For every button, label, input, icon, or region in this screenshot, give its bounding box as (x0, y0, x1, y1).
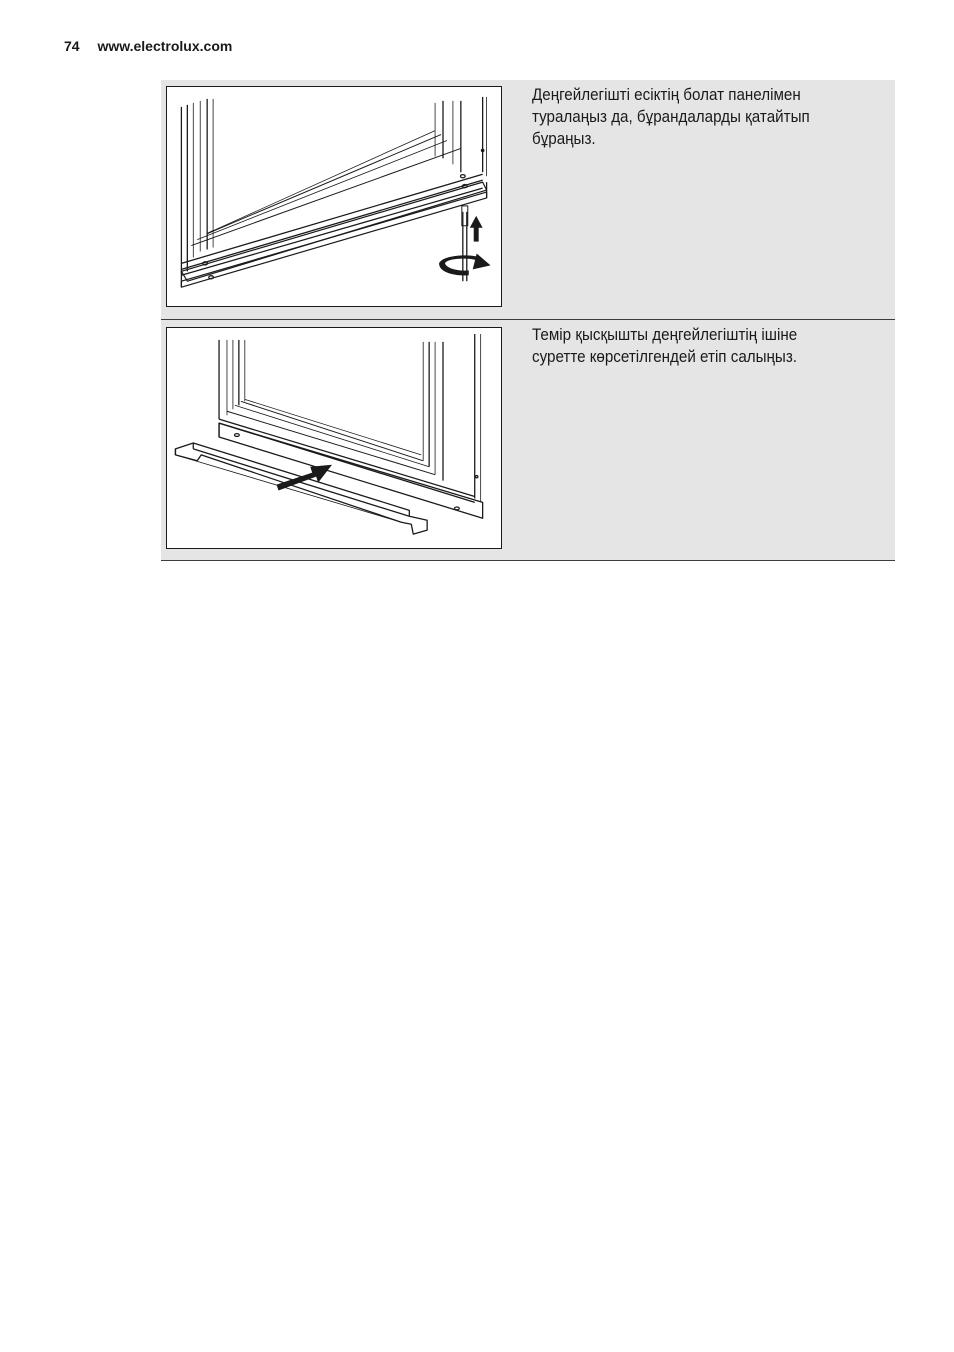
step-1-instruction: Деңгейлегішті есіктің болат панелімен туралаңыз да, бұрандаларды қатайтып бұраңыз. (532, 86, 810, 148)
clamp-figure-svg (167, 328, 501, 548)
instruction-row-1 (161, 80, 895, 320)
website-url: www.electrolux.com (97, 38, 233, 54)
instruction-row-2 (161, 320, 895, 561)
page-number: 74 (64, 38, 80, 54)
door-clamp-insert-illustration (166, 327, 502, 549)
door-panel-screw-illustration (166, 86, 502, 307)
step-2-instruction: Темір қысқышты деңгейлегіштің ішіне суретте көрсетілгендей етіп салыңыз. (532, 326, 798, 366)
screw-figure-svg (167, 87, 501, 306)
page-header (64, 38, 232, 54)
instruction-table (161, 80, 895, 561)
